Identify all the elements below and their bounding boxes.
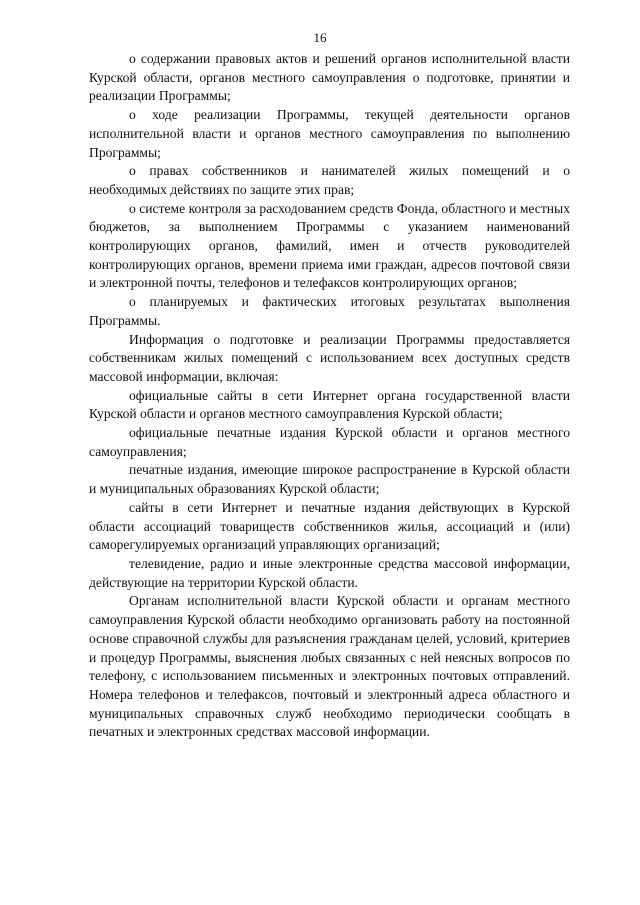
paragraph-results: о планируемых и фактических итоговых результатах выполнения Программы. (89, 294, 570, 328)
document-body (89, 50, 570, 742)
paragraph-legal-acts: о содержании правовых актов и решений органов исполнительной власти Курской области, органов местного самоуправления о подготовке, принятии и реализации Программы; (89, 51, 570, 104)
paragraph-electronic-media: телевидение, радио и иные электронные средства массовой информации, действующие на территории Курской области. (89, 555, 570, 590)
page-number: 16 (313, 30, 327, 45)
paragraph-information-provision: Информация о подготовке и реализации Программы предоставляется собственникам жилых помещений с использованием всех доступных средств массовой информации, включая: (89, 331, 570, 384)
paragraph-control-system: о системе контроля за расходованием средств Фонда, областного и местных бюджетов, за выполнением Программы с указанием наименований контролирующих органов, фамилий, имен и отчеств руководителей контролирующих органов, времени приема ими граждан, адресов почтовой связи и электронной почты, телефонов и телефаксов контролирующих органов; (89, 200, 570, 291)
paragraph-associations: сайты в сети Интернет и печатные издания действующих в Курской области ассоциаций товариществ собственников жилья, ассоциаций и (или) саморегулируемых организаций управляющих организаций; (89, 499, 570, 553)
paragraph-program-progress: о ходе реализации Программы, текущей деятельности органов исполнительной власти и органов местного самоуправления по выполнению Программы; (89, 107, 570, 160)
paragraph-help-service: Органам исполнительной власти Курской области и органам местного самоуправления Курской области необходимо организовать работу на постоянной основе справочной службы для разъяснения гражданам целей, условий, критериев и процедур Программы, выяснения любых связанных с ней неясных вопросов по телефону, с использованием письменных и электронных почтовых отправлений. Номера телефонов и телефаксов, почтовый и электронный адреса областного и муниципальных справочных служб необходимо периодически сообщать в печатных и электронных средствах массовой информации. (89, 593, 570, 740)
paragraph-official-websites: официальные сайты в сети Интернет органа государственной власти Курской области и органов местного самоуправления Курской области; (89, 387, 570, 422)
paragraph-official-print: официальные печатные издания Курской области и органов местного самоуправления; (89, 425, 570, 459)
paragraph-print-media: печатные издания, имеющие широкое распространение в Курской области и муниципальных образованиях Курской области; (89, 462, 570, 497)
paragraph-owner-rights: о правах собственников и нанимателей жилых помещений и о необходимых действиях по защите этих прав; (89, 163, 570, 197)
